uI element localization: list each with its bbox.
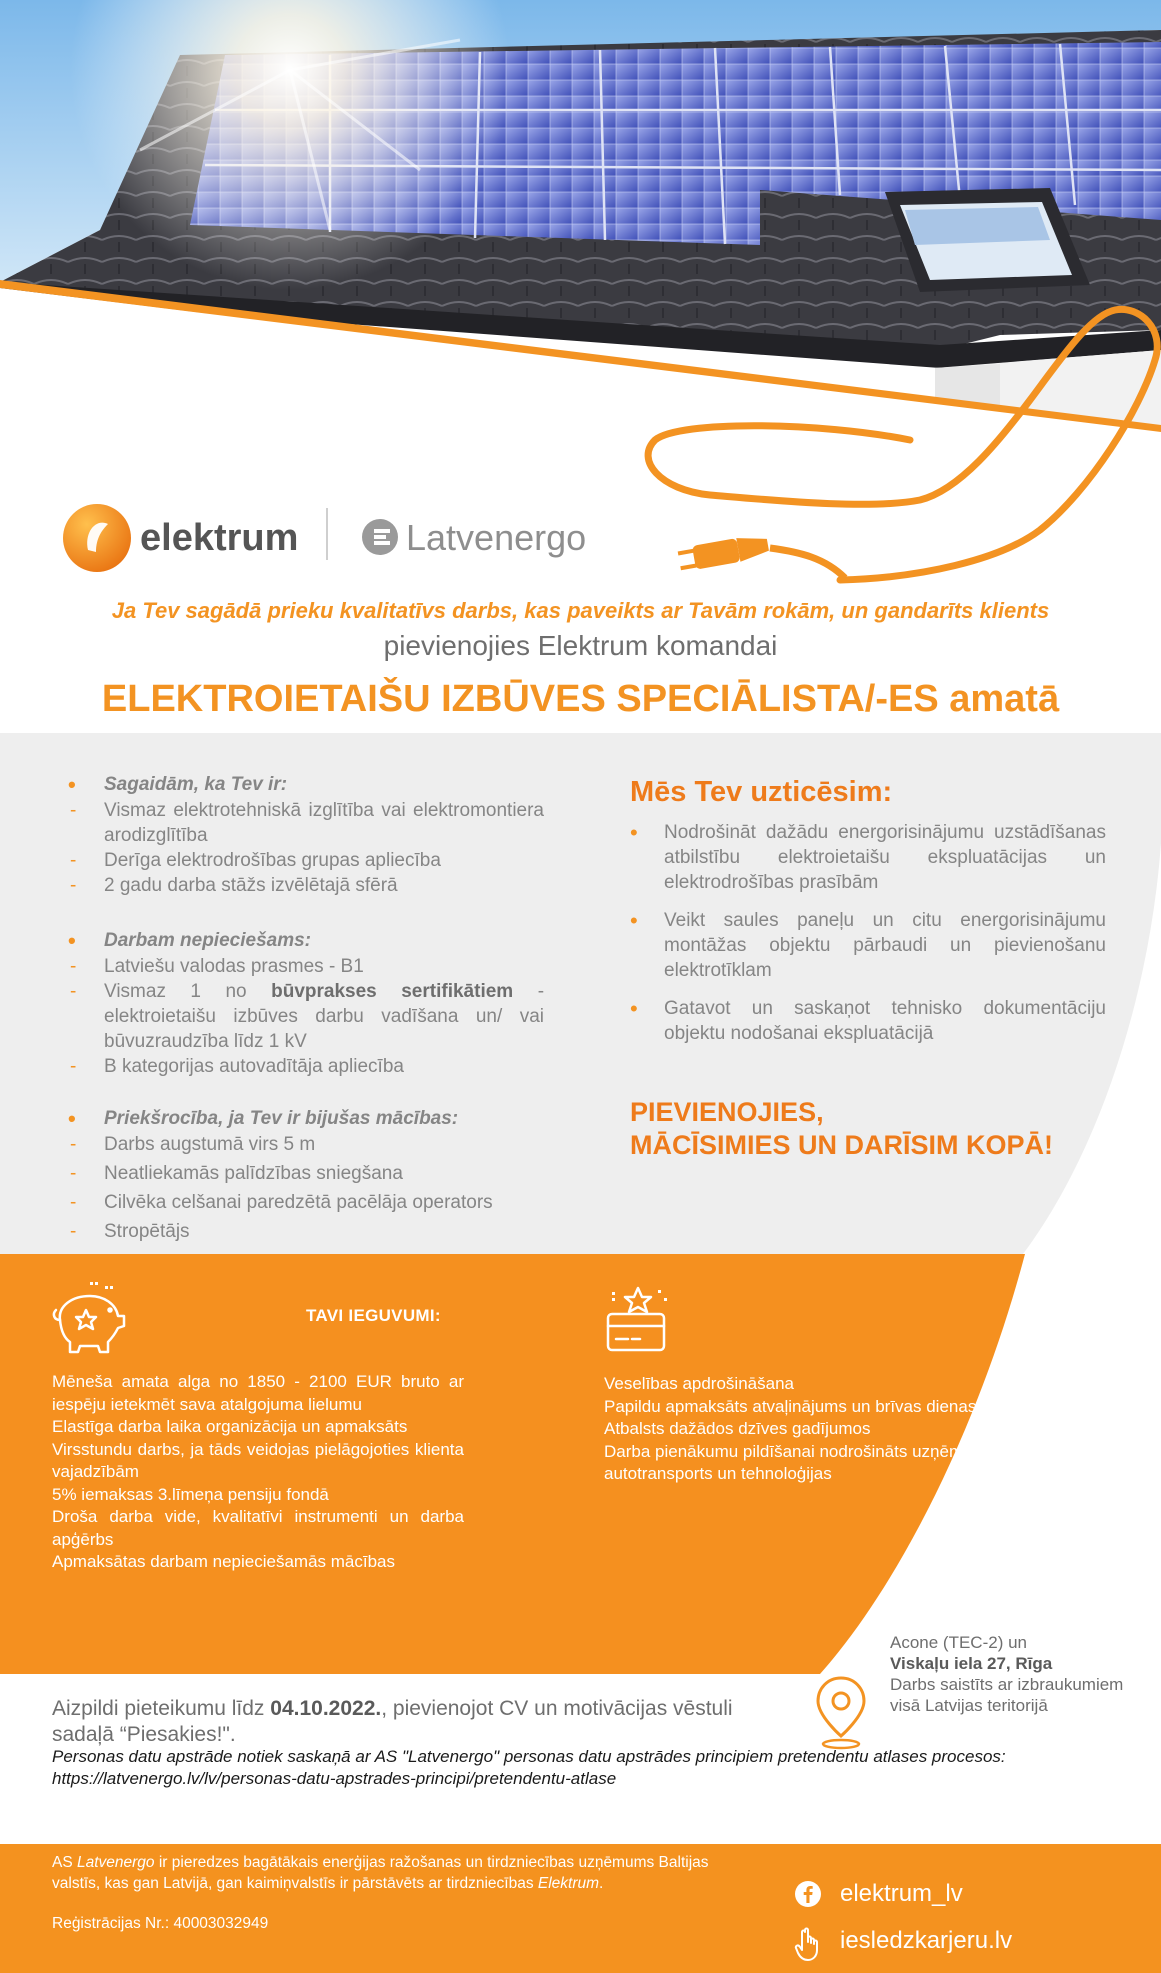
footer-company-description: AS Latvenergo ir pieredzes bagātākais enerģijas ražošanas un tirdzniecības uzņēmums Baltijas valstīs, kas gan Latvijā, gan kaimiņvalstīs ir pārstāvēts ar tirdzniecības Elektrum. [52,1854,709,1892]
list-item: - Stropētājs [68,1219,544,1244]
requirements-need-block [68,928,544,1079]
requirements-advantage-title: • Priekšrocība, ja Tev ir bijušas mācības: [68,1106,544,1131]
privacy-line: Personas datu apstrāde notiek saskaņā ar AS "Latvenergo" personas datu apstrādes principiem pretendentu atlases procesos: [52,1747,1006,1766]
list-item: Virsstundu darbs, ja tāds veidojas pielāgojoties klienta vajadzībām [52,1439,464,1481]
list-item: • Gatavot un saskaņot tehnisko dokumentāciju objektu nodošanai ekspluatācijā [630,996,1106,1046]
list-item: - Cilvēka celšanai paredzētā pacēlāja operators [68,1190,544,1215]
cta-line-1: PIEVIENOJIES, [630,1097,824,1127]
list-item: Elastīga darba laika organizācija un apmaksāts [52,1417,408,1436]
list-item: Veselības apdrošināšana [604,1374,794,1393]
list-item: • Veikt saules paneļu un citu energorisinājumu montāžas objektu pārbaudi un pievienošanu elektrotīklam [630,908,1106,983]
list-item: Apmaksātas darbam nepieciešamās mācības [52,1552,395,1571]
trust-list [630,820,1106,1059]
requirements-have-title: • Sagaidām, ka Tev ir: [68,772,544,797]
position-title: ELEKTROIETAIŠU IZBŪVES SPECIĀLISTA/-ES amatā [101,678,1060,720]
location-line-2: Viskaļu iela 27, Rīga [890,1654,1053,1673]
location-line-1: Acone (TEC-2) un [890,1633,1027,1652]
apply-deadline: 04.10.2022. [270,1697,382,1720]
benefits-right-list [604,1373,1044,1486]
list-item: - Darbs augstumā virs 5 m [68,1132,544,1157]
location-line-3: Darbs saistīts ar izbraukumiem [890,1675,1124,1694]
requirements-advantage-block [68,1106,544,1248]
trust-title: Mēs Tev uzticēsim: [630,776,893,808]
svg-text:elektrum: elektrum [140,517,299,559]
list-item: Papildu apmaksāts atvaļinājums un brīvas dienas [604,1396,977,1416]
list-item: Atbalsts dažādos dzīves gadījumos [604,1419,871,1438]
cert-bold: būvprakses sertifikātiem [271,981,514,1002]
footer-registration-number: Reģistrācijas Nr.: 40003032949 [52,1915,269,1932]
svg-text:Latvenergo: Latvenergo [406,517,587,558]
list-item [68,979,544,1054]
cta-line-2: MĀCĪSIMIES UN DARĪSIM KOPĀ! [630,1130,1054,1160]
apply-instructions: Aizpildi pieteikumu līdz 04.10.2022., pievienojot CV un motivācijas vēstuli sadaļā “Piesakies!". [52,1697,733,1746]
location-line-4: visā Latvijas teritorijā [890,1696,1048,1715]
list-item: Darba pienākumu pildīšanai nodrošināts uzņēmuma autotransports un tehnoloģijas [604,1441,997,1483]
list-item: Mēneša amata alga no 1850 - 2100 EUR bruto ar iespēju ietekmēt sava atalgojuma lielumu [52,1372,464,1414]
privacy-notice [52,1746,1132,1790]
location-info [890,1632,1123,1716]
cert-prefix: Vismaz 1 no [104,981,247,1002]
latvenergo-logo [360,510,610,564]
cert-suffix: - elektroietaišu izbūves darbu vadīšana un/ vai būvuzraudzība līdz 1 kV [104,981,545,1052]
list-item: - Derīga elektrodrošības grupas apliecība [68,848,544,873]
list-item: - Latviešu valodas prasmes - B1 [68,954,544,979]
card-star-icon [604,1284,674,1354]
list-item: - 2 gadu darba stāžs izvēlētajā sfērā [68,873,544,898]
join-call-to-action [630,1096,1106,1162]
list-item: - Vismaz elektrotehniskā izglītība vai elektromontiera arodizglītība [68,798,544,848]
piggy-bank-icon [50,1280,130,1358]
list-item: • Nodrošināt dažādu energorisinājumu uzstādīšanas atbilstību elektroietaišu ekspluatācijas un elektrodrošības prasībām [630,820,1106,895]
facebook-icon[interactable] [794,1880,822,1908]
intro-subline: pievienojies Elektrum komandai [383,630,778,661]
elektrum-logo [62,502,302,574]
list-item: - B kategorijas autovadītāja apliecība [68,1054,544,1079]
list-item: Droša darba vide, kvalitatīvi instrumenti un darba apģērbs [52,1507,464,1549]
list-item: 5% iemaksas 3.līmeņa pensiju fondā [52,1484,329,1504]
privacy-link[interactable]: https://latvenergo.lv/lv/personas-datu-apstrades-principi/pretendentu-atlase [52,1769,617,1788]
list-item: - Neatliekamās palīdzības sniegšana [68,1161,544,1186]
requirements-have-block [68,772,544,898]
orange-cable-plug-graphic [620,300,1161,590]
career-website-link[interactable]: iesledzkarjeru.lv [840,1927,1013,1954]
facebook-handle-link[interactable]: elektrum_lv [840,1880,963,1907]
requirements-need-title: • Darbam nepieciešams: [68,928,544,953]
location-pin-icon [814,1674,868,1750]
benefits-title: TAVI IEGUVUMI: [306,1306,441,1325]
intro-tagline: Ja Tev sagādā prieku kvalitatīvs darbs, kas paveikts ar Tavām rokām, un gandarīts klients [111,598,1050,623]
logo-divider [326,508,328,560]
pointing-hand-icon [794,1926,822,1962]
benefits-left-list [52,1371,464,1574]
